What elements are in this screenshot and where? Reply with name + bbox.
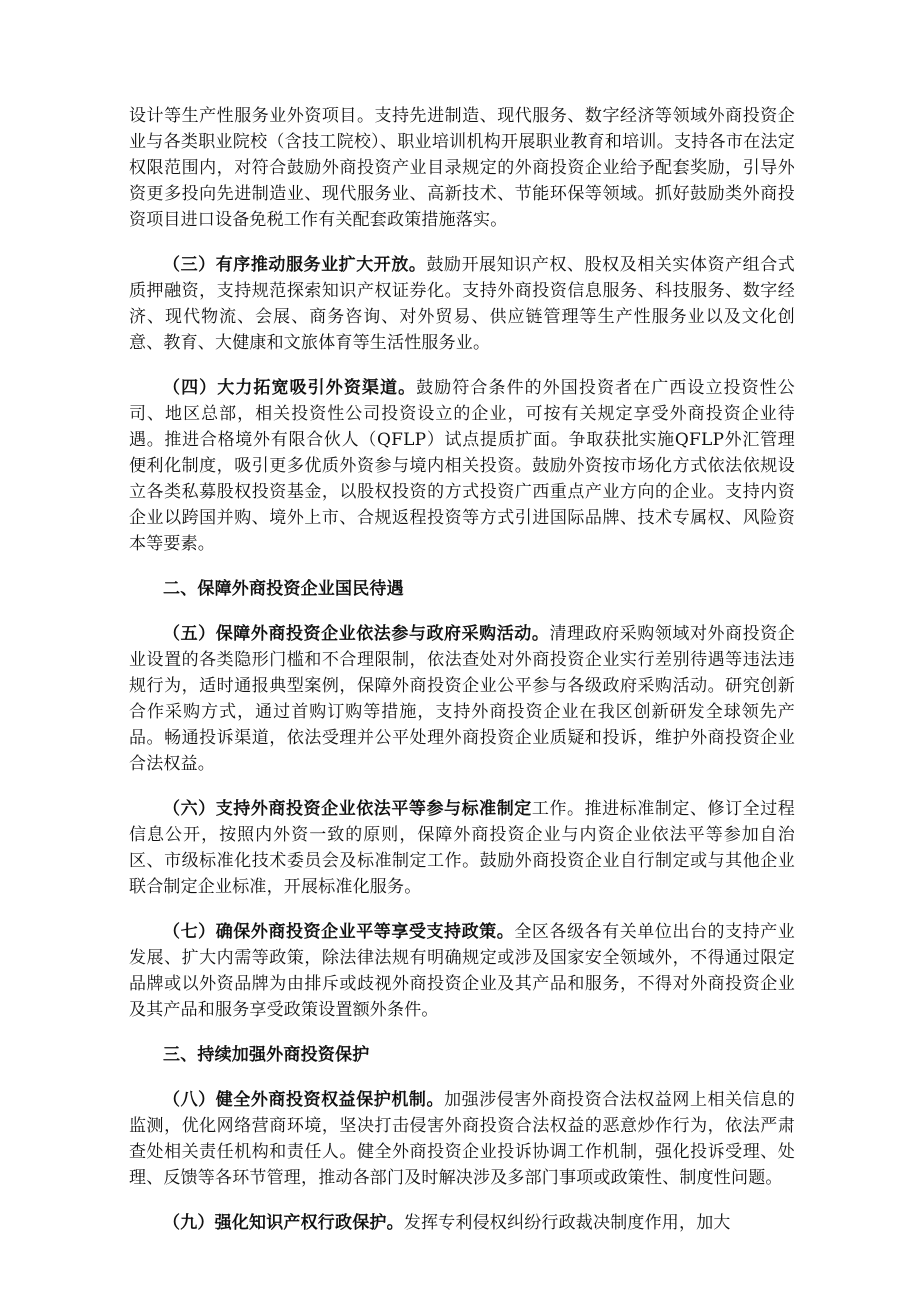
paragraph-lead: （五）保障外商投资企业依法参与政府采购活动。	[163, 624, 550, 644]
paragraph-text: 发挥专利侵权纠纷行政裁决制度作用，加大	[403, 1213, 731, 1233]
paragraph-lead: （九）强化知识产权行政保护。	[163, 1213, 404, 1233]
paragraph-item-7	[129, 919, 795, 1023]
paragraph-text: 鼓励符合条件的外国投资者在广西设立投资性公司、地区总部，相关投资性公司投资设立的企业，可按有关规定享受外商投资企业待遇。推进合格境外有限合伙人（QFLP）试点提质扩面。争取获批实施QFLP外汇管理便利化制度，吸引更多优质外资参与境内相关投资。鼓励外资按市场化方式依法依规设立各类私募股权投资基金，以股权投资的方式投资广西重点产业方向的企业。支持内资企业以跨国并购、境外上市、合规返程投资等方式引进国际品牌、技术专属权、风险资本等要素。	[129, 378, 795, 554]
paragraph-lead: （六）支持外商投资企业依法平等参与标准制定	[163, 799, 532, 819]
paragraph-text: 清理政府采购领域对外商投资企业设置的各类隐形门槛和不合理限制，依法查处对外商投资企业实行差别待遇等违法违规行为，适时通报典型案例，保障外商投资企业公平参与各级政府采购活动。研究创新合作采购方式，通过首购订购等措施，支持外商投资企业在我区创新研发全球领先产品。畅通投诉渠道，依法受理并公平处理外商投资企业质疑和投诉，维护外商投资企业合法权益。	[129, 624, 795, 774]
section-heading-3: 三、持续加强外商投资保护	[163, 1045, 370, 1065]
paragraph-lead: （八）健全外商投资权益保护机制。	[163, 1090, 445, 1110]
paragraph-item-3	[129, 252, 795, 356]
paragraph-item-9	[129, 1210, 795, 1236]
paragraph-text: 全区各级各有关单位出台的支持产业发展、扩大内需等政策，除法律法规有明确规定或涉及国家安全领域外，不得通过限定品牌或以外资品牌为由排斥或歧视外商投资企业及其产品和服务，不得对外商投资企业及其产品和服务享受政策设置额外条件。	[129, 922, 795, 1020]
section-heading-2: 二、保障外商投资企业国民待遇	[163, 579, 404, 599]
paragraph-text: 设计等生产性服务业外资项目。支持先进制造、现代服务、数字经济等领域外商投资企业与各类职业院校（含技工院校）、职业培训机构开展职业教育和培训。支持各市在法定权限范围内，对符合鼓励外商投资产业目录规定的外商投资企业给予配套奖励，引导外资更多投向先进制造业、现代服务业、高新技术、节能环保等领域。抓好鼓励类外商投资项目进口设备免税工作有关配套政策措施落实。	[129, 106, 795, 230]
paragraph-item-4	[129, 375, 795, 557]
paragraph-lead: （三）有序推动服务业扩大开放。	[163, 255, 427, 275]
document-page	[129, 103, 795, 1236]
paragraph-continuation	[129, 103, 795, 233]
paragraph-lead: （四）大力拓宽吸引外资渠道。	[163, 378, 417, 398]
paragraph-item-5	[129, 621, 795, 777]
paragraph-lead: （七）确保外商投资企业平等享受支持政策。	[163, 922, 515, 942]
paragraph-item-6	[129, 796, 795, 900]
paragraph-text: 加强涉侵害外商投资合法权益网上相关信息的监测，优化网络营商环境，坚决打击侵害外商投资合法权益的恶意炒作行为，依法严肃查处相关责任机构和责任人。健全外商投资企业投诉协调工作机制，强化投诉受理、处理、反馈等各环节管理，推动各部门及时解决涉及多部门事项或政策性、制度性问题。	[129, 1090, 796, 1188]
paragraph-item-8	[129, 1087, 795, 1191]
paragraph-text: 鼓励开展知识产权、股权及相关实体资产组合式质押融资，支持规范探索知识产权证券化。支持外商投资信息服务、科技服务、数字经济、现代物流、会展、商务咨询、对外贸易、供应链管理等生产性服务业以及文化创意、教育、大健康和文旅体育等生活性服务业。	[129, 255, 795, 353]
paragraph-text: 工作。推进标准制定、修订全过程信息公开，按照内外资一致的原则，保障外商投资企业与内资企业依法平等参加自治区、市级标准化技术委员会及标准制定工作。鼓励外商投资企业自行制定或与其他企业联合制定企业标准，开展标准化服务。	[129, 799, 796, 897]
